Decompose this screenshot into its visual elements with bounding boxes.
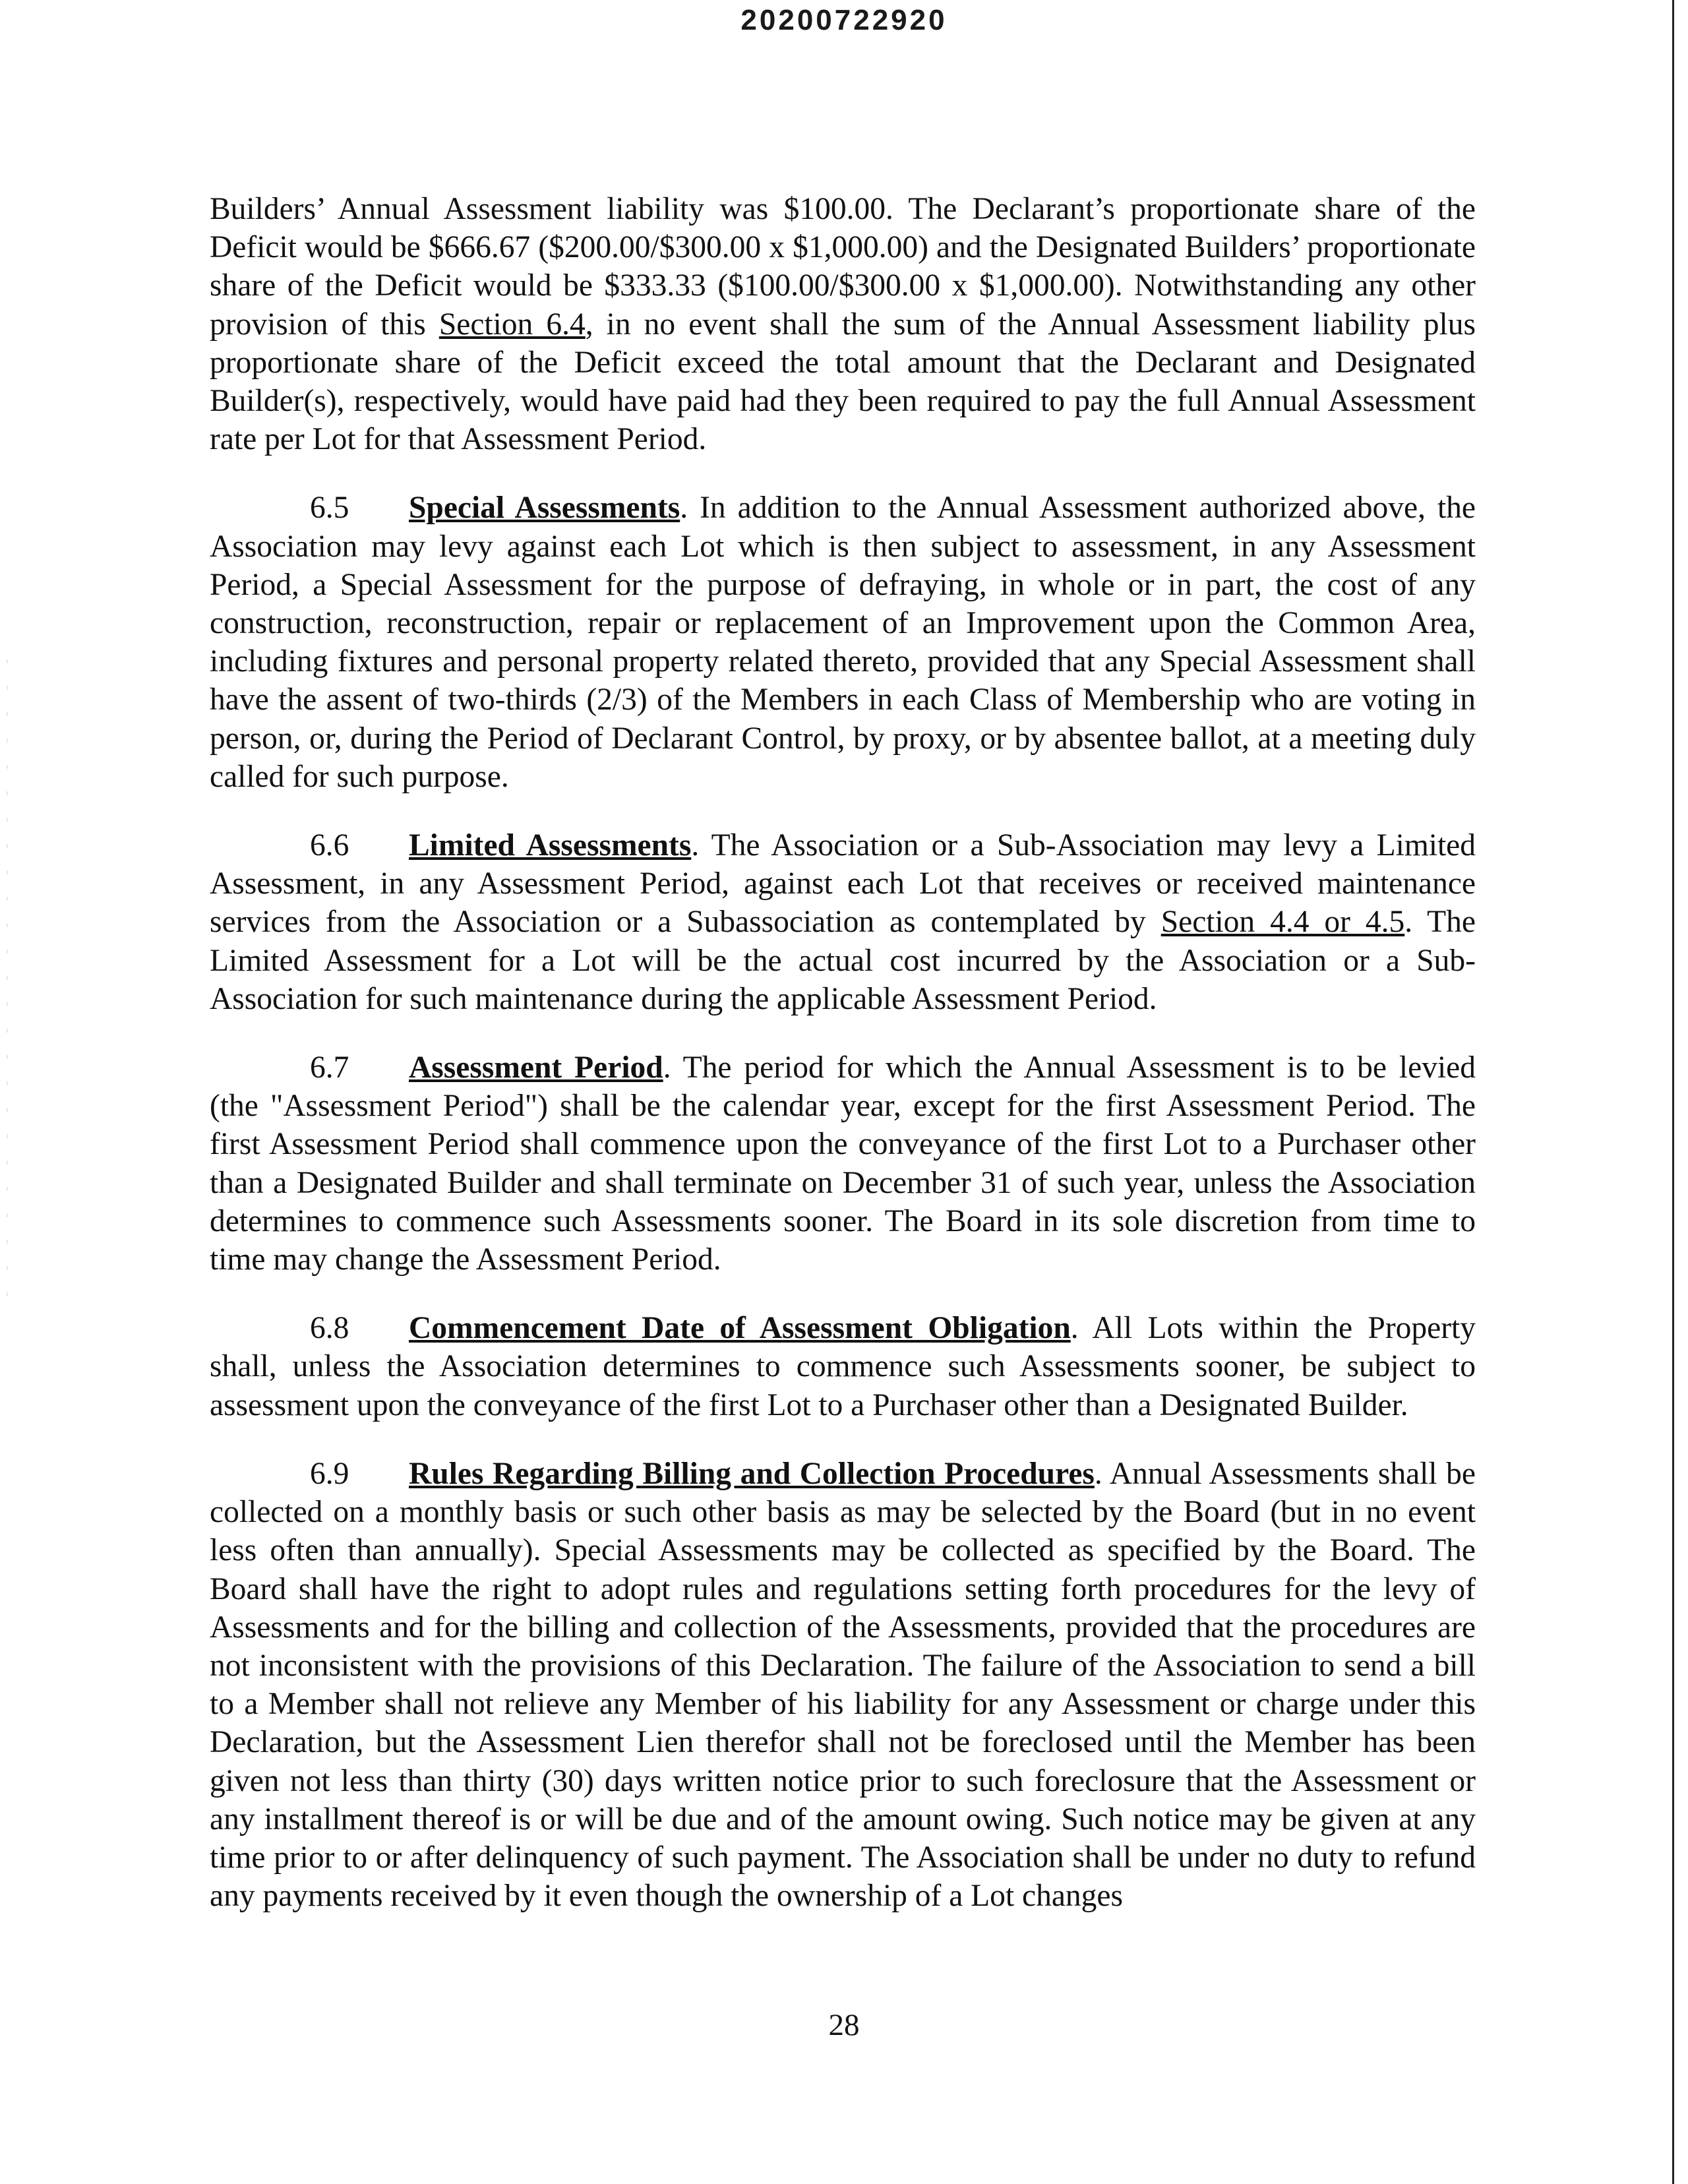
document-body	[210, 190, 1476, 1915]
section-number: 6.7	[310, 1050, 349, 1085]
section-number: 6.6	[310, 828, 349, 863]
right-margin-rule	[1672, 0, 1674, 2184]
section-body: . Annual Assessments shall be collected on a monthly basis or such other basis as may be selected by the Board (but in no event less often than annually). Special Assessments may be collected as specified by the Board. The Board shall have the right to adopt rules and regulations setting forth procedures for the levy of Assessments and for the billing and collection of the Assessments, provided that the procedures are not inconsistent with the provisions of this Declaration. The failure of the Association to send a bill to a Member shall not relieve any Member of his liability for any Assessment or charge under this Declaration, but the Assessment Lien therefor shall not be foreclosed until the Member has been given not less than thirty (30) days written notice prior to such foreclosure that the Assessment or any installment thereof is or will be due and of the amount owing. Such notice may be given at any time prior to or after delinquency of such payment. The Association shall be under no duty to refund any payments received by it even though the ownership of a Lot changes	[210, 1456, 1476, 1914]
continuation-text-2: , in no event shall the sum of the Annual Assessment liability plus proportionate share of the Deficit exceed the total amount that the Declarant and Designated Builder(s), respectively, would have paid had they been required to pay the full Annual Assessment rate per Lot for that Assessment Period.	[210, 307, 1476, 457]
section-number: 6.9	[310, 1456, 349, 1491]
section-6-7	[210, 1048, 1476, 1279]
section-reference-link[interactable]: Section 6.4	[438, 307, 586, 342]
continuation-text-1: Builders’ Annual Assessment liability was $100.00. The Declarant’s proportionate share of the Deficit would be $666.67 ($200.00/$300.00 x $1,000.00) and the Designated Builders’ proportionate share of the Deficit would be $333.33 ($100.00/$300.00 x $1,000.00). Notwithstanding any other provision of this	[210, 192, 1476, 342]
document-number: 20200722920	[740, 4, 948, 36]
section-6-5	[210, 489, 1476, 796]
section-body: . All Lots within the Property shall, unless the Association determines to commence such Assessments sooner, be subject to assessment upon the conveyance of the first Lot to a Purchaser other than a Designated Builder.	[210, 1311, 1476, 1422]
continuation-paragraph	[210, 190, 1476, 458]
section-body: . The period for which the Annual Assessment is to be levied (the "Assessment Period") shall be the calendar year, except for the first Assessment Period. The first Assessment Period shall commence upon the conveyance of the first Lot to a Purchaser other than a Designated Builder and shall terminate on December 31 of such year, unless the Association determines to commence such Assessments sooner. The Board in its sole discretion from time to time may change the Assessment Period.	[210, 1050, 1476, 1277]
scan-artifact	[7, 659, 8, 1319]
section-body: . In addition to the Annual Assessment authorized above, the Association may levy against each Lot which is then subject to assessment, in any Assessment Period, a Special Assessment for the purpose of defraying, in whole or in part, the cost of any construction, reconstruction, repair or replacement of an Improvement upon the Common Area, including fixtures and personal property related thereto, provided that any Special Assessment shall have the assent of two-thirds (2/3) of the Members in each Class of Membership who are voting in person, or, during the Period of Declarant Control, by proxy, or by absentee ballot, at a meeting duly called for such purpose.	[210, 491, 1476, 794]
section-number: 6.8	[310, 1311, 349, 1346]
section-heading: Limited Assessments	[409, 828, 692, 863]
section-heading: Rules Regarding Billing and Collection Procedures	[409, 1456, 1095, 1491]
section-number: 6.5	[310, 491, 349, 526]
section-6-9	[210, 1455, 1476, 1915]
section-heading: Special Assessments	[409, 491, 680, 526]
section-heading: Commencement Date of Assessment Obligation	[409, 1311, 1071, 1346]
section-body: . The Association or a Sub-Association may levy a Limited Assessment, in any Assessment Period, against each Lot that receives or received maintenance services from the Association or a Subassociation as contemplated by	[210, 828, 1476, 940]
page-number: 28	[828, 2008, 860, 2042]
section-heading: Assessment Period	[409, 1050, 663, 1085]
section-6-6	[210, 826, 1476, 1018]
section-6-8	[210, 1309, 1476, 1424]
section-reference-link[interactable]: Section 4.4 or 4.5	[1160, 905, 1405, 940]
section-body-continued: . The Limited Assessment for a Lot will be the actual cost incurred by the Association or a Sub-Association for such maintenance during the applicable Assessment Period.	[210, 905, 1476, 1016]
